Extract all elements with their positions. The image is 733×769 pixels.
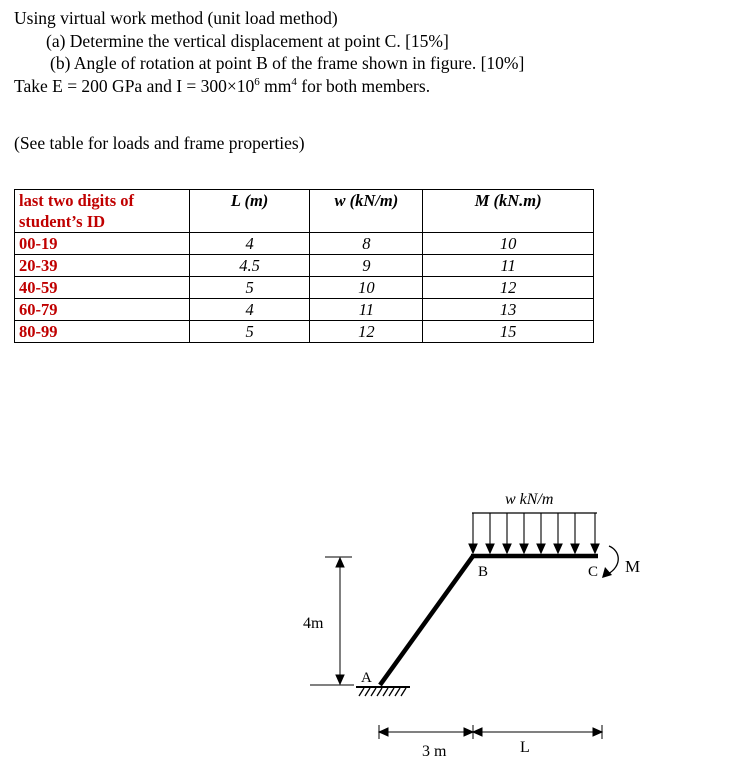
cell-load: 12 bbox=[310, 321, 423, 343]
inclined-member-ab bbox=[380, 556, 473, 685]
given-suffix: for both members. bbox=[296, 76, 431, 96]
cell-load: 11 bbox=[310, 299, 423, 321]
given-exponent-6: 6 bbox=[254, 76, 260, 88]
frame-diagram bbox=[0, 480, 733, 769]
cell-length: 5 bbox=[189, 321, 310, 343]
cell-length: 4 bbox=[189, 233, 310, 255]
table-header-row bbox=[15, 190, 594, 233]
cell-moment: 11 bbox=[423, 255, 594, 277]
cell-length: 4 bbox=[189, 299, 310, 321]
given-properties bbox=[14, 76, 430, 97]
header-student-id: last two digits of student’s ID bbox=[15, 190, 190, 233]
point-b-label: B bbox=[478, 564, 489, 580]
cell-load: 8 bbox=[310, 233, 423, 255]
cell-id: 00-19 bbox=[15, 233, 190, 255]
properties-table bbox=[14, 189, 594, 343]
table-row bbox=[15, 321, 594, 343]
given-prefix: Take E = 200 GPa and I = 300×10 bbox=[14, 76, 255, 96]
cell-id: 80-99 bbox=[15, 321, 190, 343]
point-c-label: C bbox=[588, 564, 599, 580]
cell-load: 9 bbox=[310, 255, 423, 277]
cell-length: 5 bbox=[189, 277, 310, 299]
cell-load: 10 bbox=[310, 277, 423, 299]
cell-id: 20-39 bbox=[15, 255, 190, 277]
table-row bbox=[15, 255, 594, 277]
cell-moment: 10 bbox=[423, 233, 594, 255]
height-label: 4m bbox=[303, 615, 324, 632]
given-exponent-4: 4 bbox=[291, 76, 297, 88]
load-label: w kN/m bbox=[505, 491, 554, 508]
point-a-label: A bbox=[361, 670, 372, 686]
fixed-support-icon bbox=[356, 687, 410, 696]
horizontal-dimension bbox=[379, 725, 602, 739]
table-note: (See table for loads and frame properties) bbox=[14, 133, 305, 153]
cell-id: 40-59 bbox=[15, 277, 190, 299]
horizontal-label: 3 m bbox=[422, 743, 447, 760]
header-load: w (kN/m) bbox=[310, 190, 423, 233]
table-row bbox=[15, 277, 594, 299]
header-moment: M (kN.m) bbox=[423, 190, 594, 233]
cell-id: 60-79 bbox=[15, 299, 190, 321]
moment-arrow-icon bbox=[608, 546, 618, 574]
load-arrows bbox=[469, 513, 599, 553]
question-part-a: (a) Determine the vertical displacement at point C. [15%] bbox=[46, 31, 449, 51]
cell-moment: 12 bbox=[423, 277, 594, 299]
table-row bbox=[15, 299, 594, 321]
table-row bbox=[15, 233, 594, 255]
header-length: L (m) bbox=[189, 190, 310, 233]
span-label: L bbox=[520, 739, 530, 756]
question-intro: Using virtual work method (unit load method) bbox=[14, 8, 338, 28]
cell-moment: 15 bbox=[423, 321, 594, 343]
cell-length: 4.5 bbox=[189, 255, 310, 277]
moment-label: M bbox=[625, 557, 641, 576]
given-unit: mm bbox=[259, 76, 292, 96]
distributed-load bbox=[469, 491, 599, 553]
cell-moment: 13 bbox=[423, 299, 594, 321]
question-part-b: (b) Angle of rotation at point B of the frame shown in figure. [10%] bbox=[50, 53, 525, 73]
